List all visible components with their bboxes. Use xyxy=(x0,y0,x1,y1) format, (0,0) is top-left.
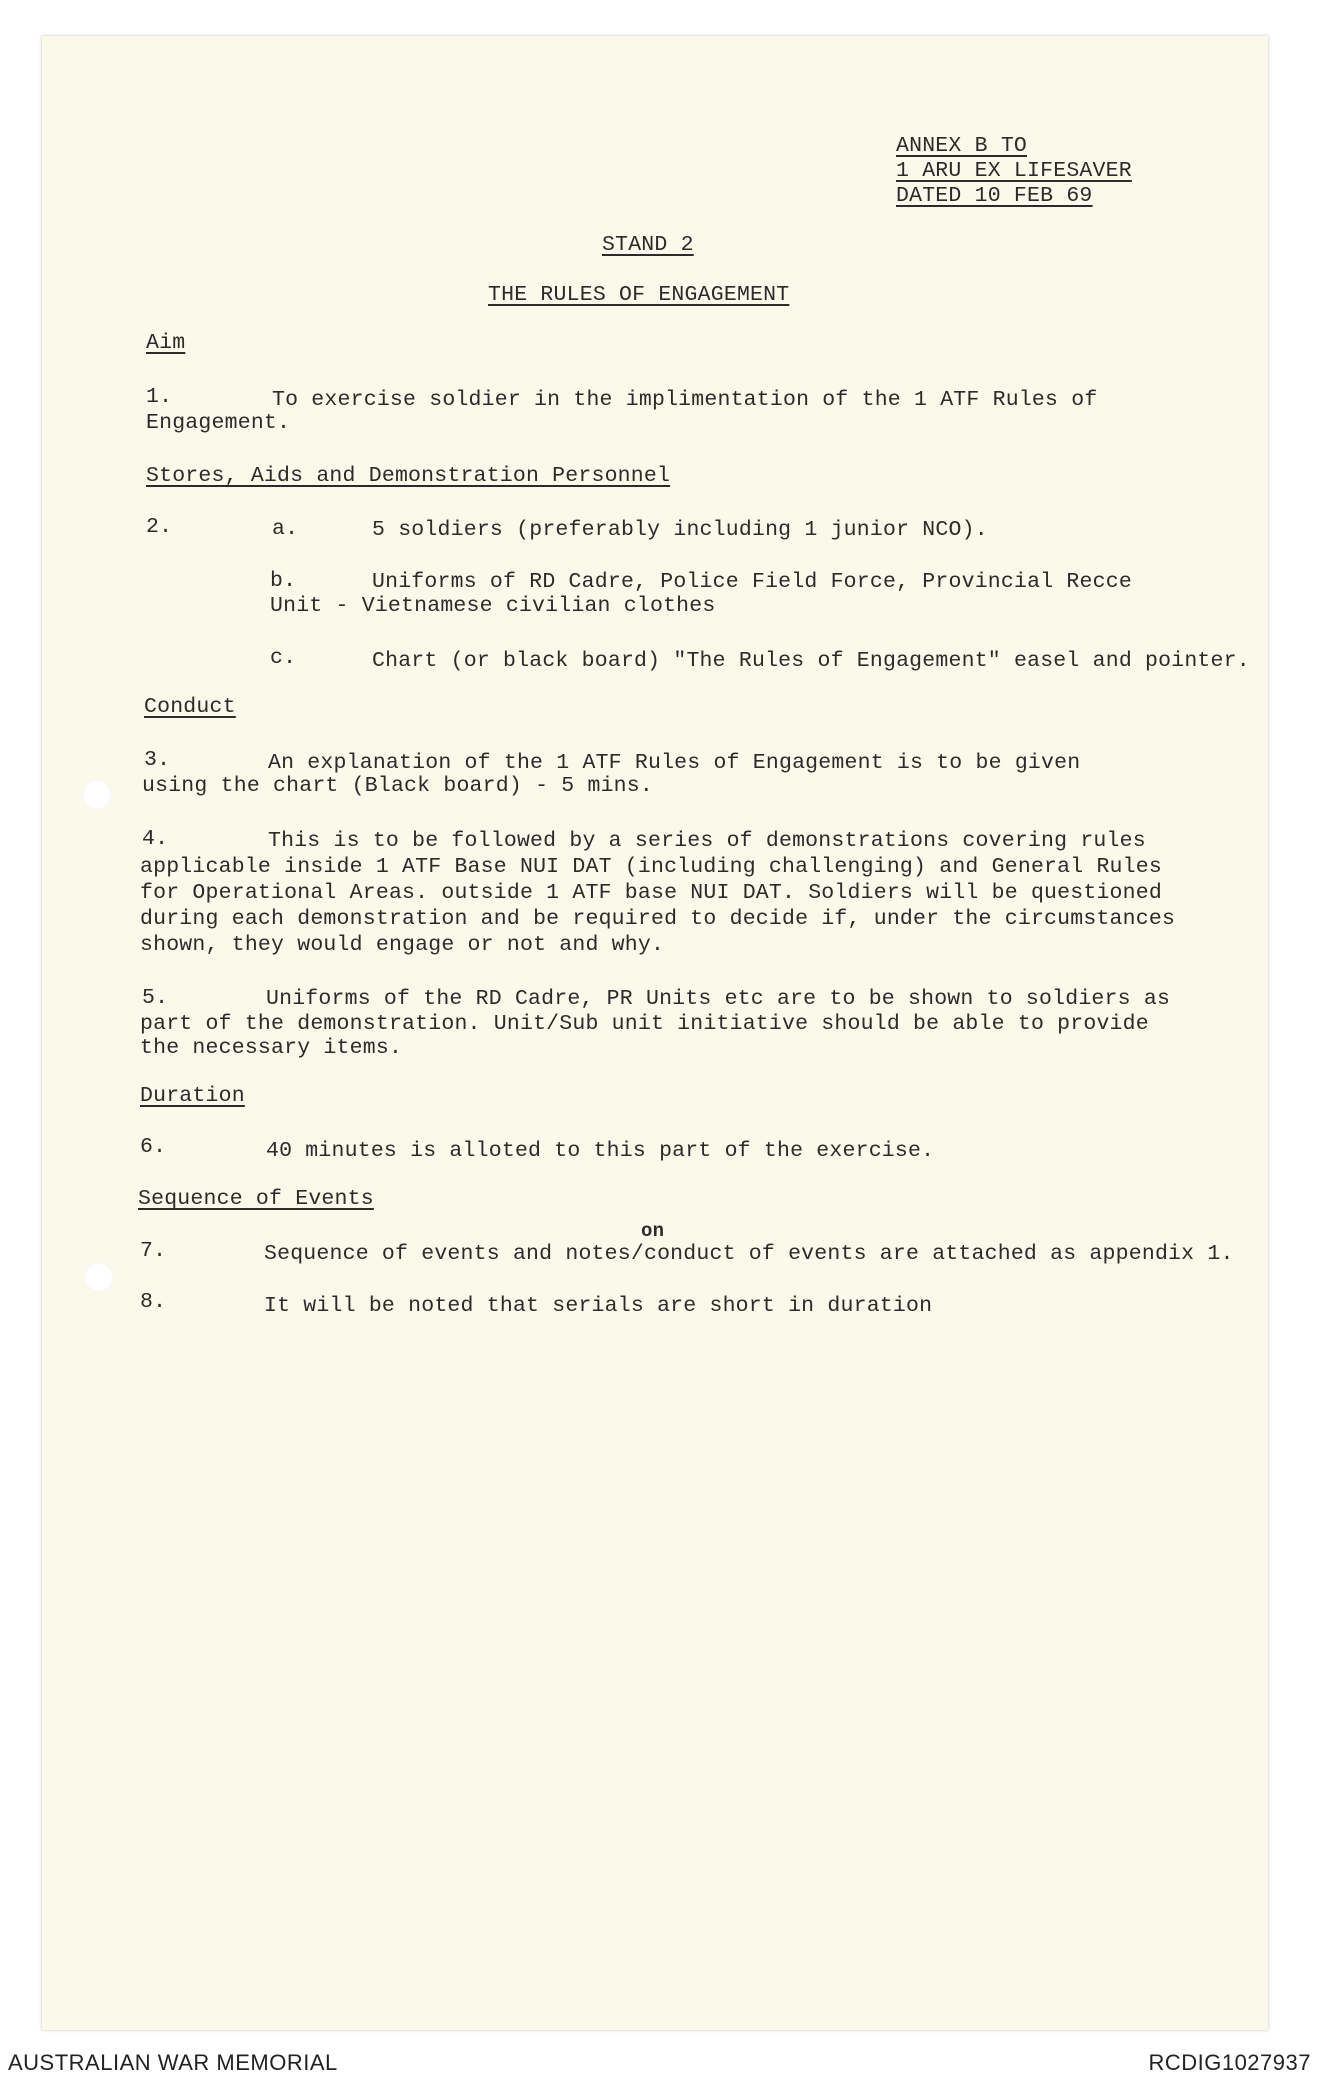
archive-footer-right: RCDIG1027937 xyxy=(1148,2050,1311,2075)
para-3-line-1: An explanation of the 1 ATF Rules of Engagement is to be given xyxy=(268,751,1081,775)
para-3-line-2: using the chart (Black board) - 5 mins. xyxy=(142,774,653,798)
punch-hole-upper xyxy=(82,780,112,810)
archive-footer-left: AUSTRALIAN WAR MEMORIAL xyxy=(8,2050,338,2075)
para-1-number: 1. xyxy=(146,385,173,409)
annex-line-3: DATED 10 FEB 69 xyxy=(896,184,1093,208)
item-b-line-2: Unit - Vietnamese civilian clothes xyxy=(270,594,716,618)
para-7-text: Sequence of events and notes/conduct of events are attached as appendix 1. xyxy=(264,1242,1234,1266)
para-8-number: 8. xyxy=(140,1290,167,1314)
para-4-line-5: shown, they would engage or not and why. xyxy=(140,933,665,957)
para-5-line-2: part of the demonstration. Unit/Sub unit initiative should be able to provide xyxy=(140,1012,1149,1036)
para-8-text: It will be noted that serials are short in duration xyxy=(264,1294,933,1318)
para-1-line-2: Engagement. xyxy=(146,411,291,435)
item-b-line-1: Uniforms of RD Cadre, Police Field Force, Provincial Recce xyxy=(372,570,1132,594)
para-4-line-1: This is to be followed by a series of demonstrations covering rules xyxy=(268,829,1146,853)
item-a-text: 5 soldiers (preferably including 1 junior NCO). xyxy=(372,518,988,542)
para-4-line-3: for Operational Areas. outside 1 ATF base NUI DAT. Soldiers will be questioned xyxy=(140,881,1162,905)
para-2-number: 2. xyxy=(146,515,173,539)
item-b-label: b. xyxy=(270,569,297,593)
para-7-insertion: on xyxy=(641,1220,665,1242)
para-4-number: 4. xyxy=(142,827,169,851)
annex-line-1: ANNEX B TO xyxy=(896,134,1028,158)
item-c-text: Chart (or black board) "The Rules of Engagement" easel and pointer. xyxy=(372,649,1250,673)
aim-heading: Aim xyxy=(146,331,186,355)
punch-hole-lower xyxy=(84,1262,114,1292)
stores-heading: Stores, Aids and Demonstration Personnel xyxy=(146,464,671,488)
para-4-line-2: applicable inside 1 ATF Base NUI DAT (including challenging) and General Rules xyxy=(140,855,1162,879)
para-4-line-4: during each demonstration and be required to decide if, under the circumstances xyxy=(140,907,1176,931)
annex-line-2: 1 ARU EX LIFESAVER xyxy=(896,159,1132,183)
para-5-line-1: Uniforms of the RD Cadre, PR Units etc are to be shown to soldiers as xyxy=(266,987,1171,1011)
para-1-line-1: To exercise soldier in the implimentation of the 1 ATF Rules of xyxy=(272,388,1098,412)
stand-heading: STAND 2 xyxy=(602,233,694,257)
item-a-label: a. xyxy=(272,517,299,541)
para-5-line-3: the necessary items. xyxy=(140,1036,403,1060)
para-7-number: 7. xyxy=(140,1239,167,1263)
para-3-number: 3. xyxy=(144,748,171,772)
page-title: THE RULES OF ENGAGEMENT xyxy=(488,283,790,307)
para-5-number: 5. xyxy=(142,986,169,1010)
para-6-text: 40 minutes is alloted to this part of the exercise. xyxy=(266,1139,935,1163)
para-6-number: 6. xyxy=(140,1135,167,1159)
conduct-heading: Conduct xyxy=(144,695,236,719)
item-c-label: c. xyxy=(270,646,297,670)
duration-heading: Duration xyxy=(140,1084,245,1108)
sequence-heading: Sequence of Events xyxy=(138,1187,374,1211)
